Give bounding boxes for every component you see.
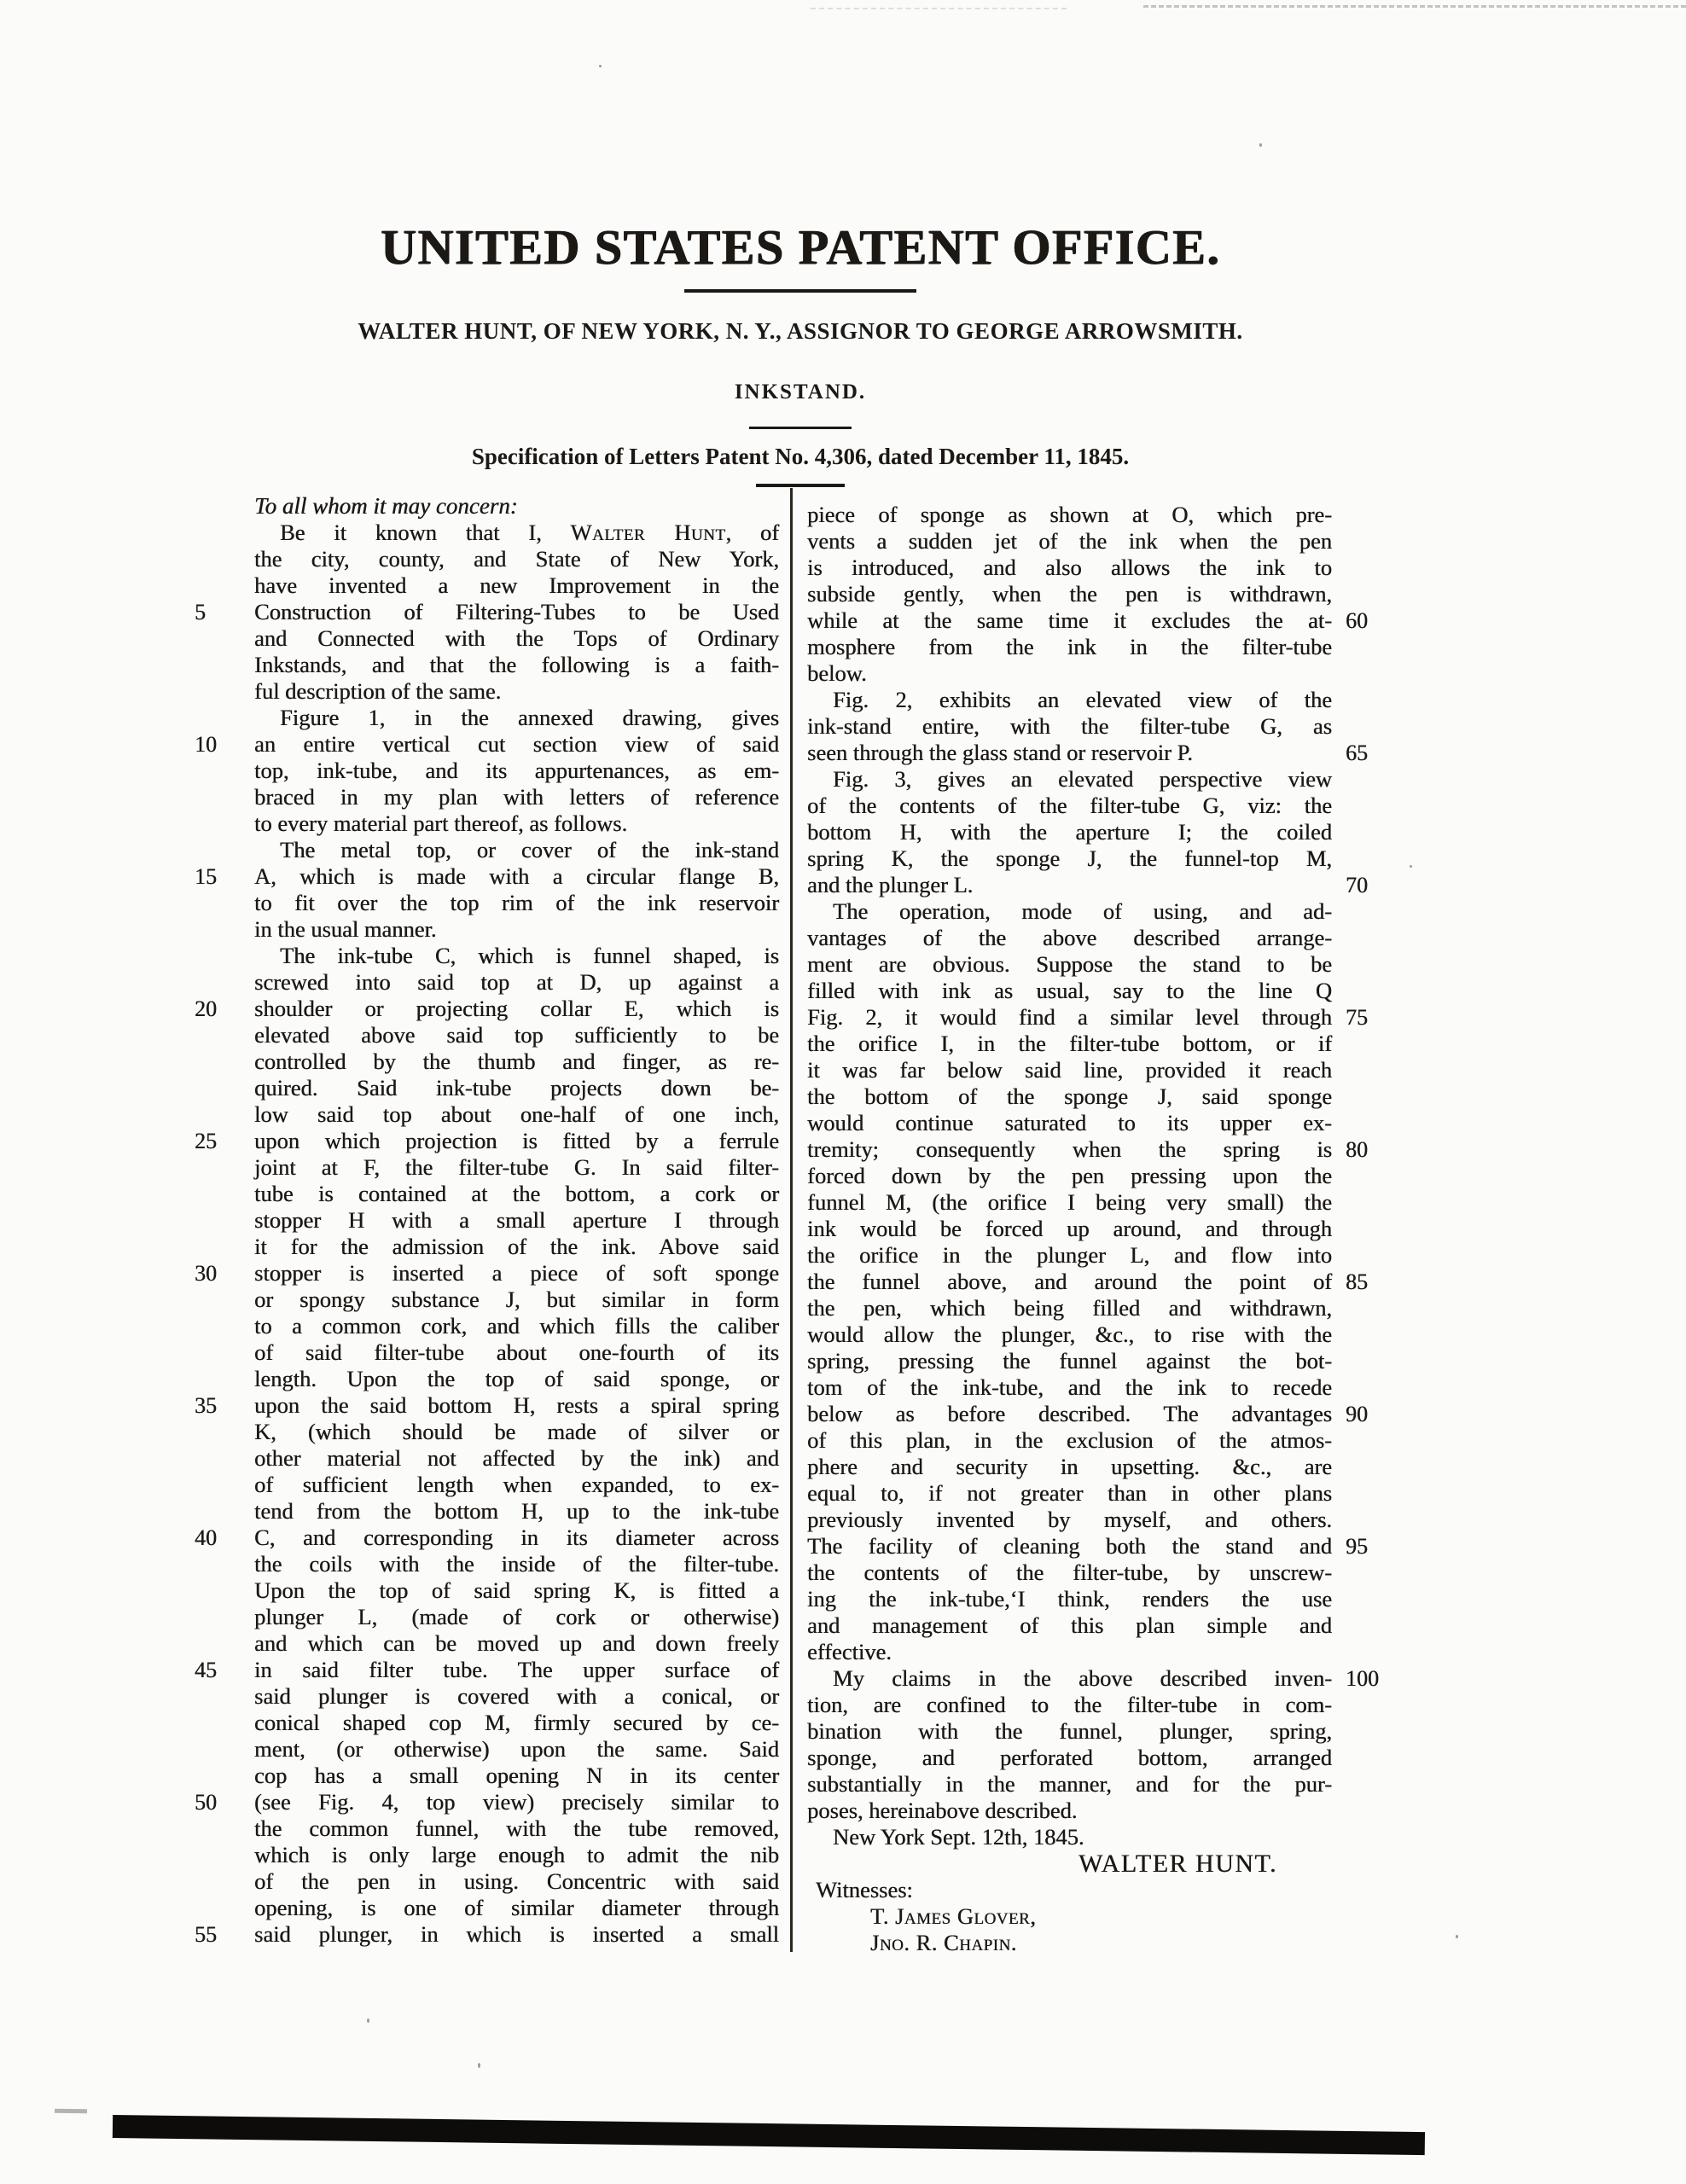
text-run: while at the same time it excludes the at- [807,607,1332,633]
text-line [254,784,779,810]
text-line [254,1710,779,1736]
text-line [254,572,779,599]
text-line [807,1216,1332,1242]
text-run: shoulder or projecting collar E, which is [254,996,779,1021]
line-number: 40 [195,1525,217,1550]
text-run: Inkstands, and that the following is a faith- [254,652,779,677]
text-run: Fig. 2, it would find a similar level through [807,1004,1332,1030]
text-run: to every material part thereof, as follows. [254,810,628,836]
text-run: forced down by the pen pressing upon the [807,1163,1332,1188]
text-run: the bottom of the sponge J, said sponge [807,1083,1332,1109]
right-column [807,502,1379,1956]
text-run: spring K, the sponge J, the funnel-top M, [807,845,1332,871]
text-line [254,1551,779,1577]
text-line [254,625,779,652]
text-run: tend from the bottom H, up to the ink-tube [254,1498,779,1524]
text-line [254,969,779,996]
text-run: equal to, if not greater than in other plans [807,1480,1332,1506]
text-line [807,1136,1368,1163]
text-run: bination with the funnel, plunger, spring, [807,1718,1332,1744]
text-run: low said top about one-half of one inch, [254,1101,779,1127]
text-line [254,837,779,863]
text-run: below. [807,660,867,686]
specification-line: Specification of Letters Patent No. 4,306, dated December 11, 1845. [471,444,1130,470]
scan-artifact-bar [113,2115,1425,2155]
text-run: the coils with the inside of the filter-tube. [254,1551,779,1577]
scan-speck [599,65,602,67]
text-run: Fig. 3, gives an elevated perspective view [833,766,1332,792]
text-run: is introduced, and also allows the ink to [807,555,1332,580]
text-line [807,502,1332,528]
line-number: 20 [195,996,217,1021]
text-run: previously invented by myself, and others. [807,1507,1332,1532]
text-line [807,1692,1332,1718]
text-run: New York Sept. 12th, 1845. [833,1824,1084,1850]
text-run: WALTER HUNT. [1078,1850,1277,1878]
text-run: said plunger is covered with a conical, or [254,1683,779,1709]
text-line [254,520,779,546]
text-run: quired. Said ink-tube projects down be- [254,1075,779,1101]
text-run: , [1030,1903,1037,1929]
text-line [254,1577,779,1604]
text-run: Be it known that I, [280,520,571,545]
text-run: would allow the plunger, &c., to rise with the [807,1321,1332,1347]
text-run: the contents of the filter-tube, by unscrew- [807,1560,1332,1585]
small-caps-text: T. James Glover [870,1903,1031,1929]
scan-speck [1456,1935,1458,1938]
text-line [807,1057,1332,1083]
text-line [254,810,779,837]
text-run: K, (which should be made of silver or [254,1419,779,1444]
text-line [254,758,779,784]
text-line [807,1321,1332,1348]
small-caps-text: Jno. R. Chapin [870,1930,1011,1955]
text-run: poses, hereinabove described. [807,1798,1078,1823]
line-number: 60 [1346,608,1368,633]
text-line [254,890,779,916]
text-run: mosphere from the ink in the filter-tube [807,634,1332,659]
text-line [807,528,1332,555]
text-run: tube is contained at the bottom, a cork or [254,1181,779,1206]
text-line [195,863,779,890]
text-run: opening, is one of similar diameter through [254,1895,779,1920]
column-divider [790,488,793,1952]
text-line [254,1498,779,1525]
text-line [807,1903,1332,1930]
text-line [807,634,1332,660]
text-run: of this plan, in the exclusion of the atmos- [807,1427,1332,1453]
text-run: joint at F, the filter-tube G. In said filter- [254,1154,779,1180]
text-run: it for the admission of the ink. Above said [254,1234,779,1259]
text-run: stopper H with a small aperture I through [254,1207,779,1233]
text-line [807,660,1332,687]
text-run: C, and corresponding in its diameter across [254,1525,779,1550]
text-line [254,943,779,969]
text-run: upon which projection is fitted by a ferrule [254,1128,779,1153]
text-line [254,1630,779,1657]
text-line [807,1771,1332,1798]
text-run: stopper is inserted a piece of soft sponge [254,1260,779,1286]
text-line [807,845,1332,872]
text-run: My claims in the above described inven- [833,1665,1332,1691]
text-line [807,1004,1368,1031]
text-line [195,1789,779,1815]
text-line [807,1480,1332,1507]
text-line [807,713,1332,740]
scan-artifact-dashes [1143,5,1686,8]
text-line [195,1657,779,1683]
text-line [807,1189,1332,1216]
text-run: to a common cork, and which fills the caliber [254,1313,779,1339]
text-line [807,898,1332,925]
text-run: or spongy substance J, but similar in form [254,1287,779,1312]
text-line [807,978,1332,1004]
text-line [254,1207,779,1234]
text-line [807,1745,1332,1771]
text-line [807,766,1332,793]
scan-speck [478,2063,480,2068]
text-line [807,1507,1332,1533]
text-line [195,1128,779,1154]
text-run: said plunger, in which is inserted a small [254,1921,779,1947]
line-number: 25 [195,1129,217,1153]
text-line [254,546,779,572]
text-line [195,1525,779,1551]
text-line [254,1234,779,1260]
text-run: and management of this plan simple and [807,1612,1332,1638]
text-line [195,599,779,625]
text-line [254,1895,779,1921]
text-run: in the usual manner. [254,916,437,942]
text-run: The operation, mode of using, and ad- [833,898,1332,924]
text-run: . [1010,1930,1017,1955]
text-line [254,1313,779,1339]
text-run: plunger L, (made of cork or otherwise) [254,1604,779,1629]
text-run: the orifice in the plunger L, and flow into [807,1242,1332,1268]
text-run: have invented a new Improvement in the [254,572,779,598]
text-run: would continue saturated to its upper ex- [807,1110,1332,1136]
text-run: controlled by the thumb and finger, as re- [254,1048,779,1074]
line-number: 70 [1346,873,1368,897]
text-line [807,1163,1332,1189]
text-run: and the plunger L. [807,872,974,897]
text-run: and Connected with the Tops of Ordinary [254,625,779,651]
text-line [807,819,1332,845]
text-run: the common funnel, with the tube removed, [254,1815,779,1841]
text-run: which is only large enough to admit the nib [254,1842,779,1867]
text-line [807,740,1368,766]
title-rule [684,289,916,293]
line-number: 95 [1346,1534,1368,1559]
text-line [807,925,1332,951]
text-run: subside gently, when the pen is withdrawn, [807,581,1332,607]
line-number: 10 [195,732,217,757]
text-run: top, ink-tube, and its appurtenances, as em- [254,758,779,783]
text-line [807,1850,1332,1877]
text-line [195,731,779,758]
text-run: of sufficient length when expanded, to ex- [254,1472,779,1497]
text-line [195,1260,779,1287]
text-line [807,1110,1332,1136]
text-run: the orifice I, in the filter-tube bottom, or if [807,1031,1332,1056]
text-run: (see Fig. 4, top view) precisely similar to [254,1789,779,1815]
text-line [254,705,779,731]
text-line [807,1348,1332,1374]
text-run: elevated above said top sufficiently to be [254,1022,779,1048]
text-line [254,652,779,678]
text-line [807,872,1368,898]
text-run: of the pen in using. Concentric with said [254,1868,779,1894]
text-run: Figure 1, in the annexed drawing, gives [280,705,779,730]
line-number: 90 [1346,1402,1368,1426]
text-run: vents a sudden jet of the ink when the pen [807,528,1332,554]
text-run: upon the said bottom H, rests a spiral spring [254,1392,779,1418]
text-run: seen through the glass stand or reservoir P. [807,740,1193,765]
text-run: tion, are confined to the filter-tube in com- [807,1692,1332,1717]
text-line [254,493,779,520]
invention-title: INKSTAND. [734,380,867,404]
text-run: sponge, and perforated bottom, arranged [807,1745,1332,1770]
text-run: substantially in the manner, and for the pur- [807,1771,1332,1797]
line-number: 55 [195,1922,217,1947]
text-line [807,1427,1332,1454]
text-run: cop has a small opening N in its center [254,1763,779,1788]
text-line [807,1401,1368,1427]
text-line [807,1586,1332,1612]
text-line [254,1842,779,1868]
line-number: 15 [195,864,217,889]
text-line [807,1665,1379,1692]
text-run: effective. [807,1639,892,1664]
text-run: Construction of Filtering-Tubes to be Used [254,599,779,624]
text-line [807,1374,1332,1401]
line-number: 75 [1346,1005,1368,1030]
scan-speck [1410,865,1412,868]
text-run: ment, (or otherwise) upon the same. Said [254,1736,779,1762]
text-line [254,1445,779,1472]
text-run: the city, county, and State of New York, [254,546,779,572]
scan-artifact-dashes-faint [811,8,1067,9]
text-line [807,1639,1332,1665]
text-run: tom of the ink-tube, and the ink to recede [807,1374,1332,1400]
text-run: to fit over the top rim of the ink reservoir [254,890,779,915]
text-run: ful description of the same. [254,678,502,704]
text-line [254,1763,779,1789]
text-run: the funnel above, and around the point of [807,1269,1332,1294]
text-run: braced in my plan with letters of reference [254,784,779,810]
scan-artifact-tick [55,2109,87,2113]
line-number: 50 [195,1790,217,1815]
text-line [254,1022,779,1048]
text-line [807,1798,1332,1824]
specification-rule [756,484,845,487]
text-run: A, which is made with a circular flange B, [254,863,779,889]
text-run: piece of sponge as shown at O, which pre- [807,502,1332,527]
line-number: 45 [195,1658,217,1682]
text-run: The facility of cleaning both the stand and [807,1533,1332,1559]
text-run: other material not affected by the ink) and [254,1445,779,1471]
text-run: in said filter tube. The upper surface of [254,1657,779,1682]
line-number: 35 [195,1393,217,1418]
text-line [807,1560,1332,1586]
small-caps-text: Walter Hunt [570,520,726,545]
text-run: tremity; consequently when the spring is [807,1136,1332,1162]
text-line [807,1031,1332,1057]
text-line [254,1339,779,1366]
text-run: filled with ink as usual, say to the line Q [807,978,1332,1003]
scan-speck [367,2018,369,2023]
text-line [807,793,1332,819]
text-line [807,1877,1332,1903]
text-run: below as before described. The advantages [807,1401,1332,1426]
text-run: of the contents of the filter-tube G, viz: the [807,793,1332,818]
assignment-byline: WALTER HUNT, OF NEW YORK, N. Y., ASSIGNOR TO GEORGE ARROWSMITH. [358,317,1243,344]
text-line [254,1815,779,1842]
text-line [254,1154,779,1181]
text-run: ink-stand entire, with the filter-tube G, as [807,713,1332,739]
text-line [254,678,779,705]
text-line [195,996,779,1022]
text-run: ing the ink-tube,‘I think, renders the use [807,1586,1332,1612]
line-number: 30 [195,1261,217,1286]
text-run: To all whom it may concern: [254,493,518,519]
line-number: 100 [1346,1666,1379,1691]
text-run: screwed into said top at D, up against a [254,969,779,995]
text-run: The ink-tube C, which is funnel shaped, is [280,943,779,968]
text-line [254,1287,779,1313]
text-run: conical shaped cop M, firmly secured by ce- [254,1710,779,1735]
text-line [807,555,1332,581]
section-rule [749,427,852,430]
text-line [807,607,1368,634]
text-line [195,1921,779,1948]
text-line [807,1612,1332,1639]
document-header [203,220,1398,487]
scan-speck [1259,143,1262,147]
left-column [195,493,780,1948]
text-run: Upon the top of said spring K, is fitted a [254,1577,779,1603]
text-run: an entire vertical cut section view of said [254,731,779,757]
text-line [254,1868,779,1895]
text-run: Fig. 2, exhibits an elevated view of the [833,687,1332,712]
text-line [807,1083,1332,1110]
text-run: spring, pressing the funnel against the bot- [807,1348,1332,1374]
text-line [807,1242,1332,1269]
text-line [254,1366,779,1392]
line-number: 5 [195,600,206,624]
text-line [807,1718,1332,1745]
text-run: phere and security in upsetting. &c., are [807,1454,1332,1479]
text-line [254,1472,779,1498]
text-line [807,951,1332,978]
text-run: , of [725,520,780,545]
text-line [254,916,779,943]
text-run: funnel M, (the orifice I being very small) the [807,1189,1332,1215]
text-line [807,1930,1332,1956]
page-title: UNITED STATES PATENT OFFICE. [380,219,1221,275]
text-line [254,1736,779,1763]
text-run: it was far below said line, provided it reach [807,1057,1332,1083]
text-run: bottom H, with the aperture I; the coiled [807,819,1332,845]
text-line [254,1048,779,1075]
line-number: 85 [1346,1269,1368,1294]
text-run: of said filter-tube about one-fourth of its [254,1339,779,1365]
text-run: ment are obvious. Suppose the stand to be [807,951,1332,977]
text-line [254,1101,779,1128]
text-line [807,687,1332,713]
text-run: Witnesses: [816,1877,913,1902]
text-run: the pen, which being filled and withdrawn, [807,1295,1332,1321]
text-line [254,1604,779,1630]
text-run: length. Upon the top of said sponge, or [254,1366,779,1391]
text-line [807,1295,1332,1321]
text-line [807,1533,1368,1560]
text-line [807,1454,1332,1480]
text-run: and which can be moved up and down freely [254,1630,779,1656]
line-number: 65 [1346,741,1368,765]
text-line [807,1269,1368,1295]
text-run: ink would be forced up around, and through [807,1216,1332,1241]
text-line [254,1419,779,1445]
text-line [254,1075,779,1101]
text-run: vantages of the above described arrange- [807,925,1332,950]
text-line [254,1683,779,1710]
text-line [254,1181,779,1207]
text-line [807,581,1332,607]
text-line [807,1824,1332,1850]
text-run: The metal top, or cover of the ink-stand [280,837,779,863]
text-line [195,1392,779,1419]
line-number: 80 [1346,1137,1368,1162]
